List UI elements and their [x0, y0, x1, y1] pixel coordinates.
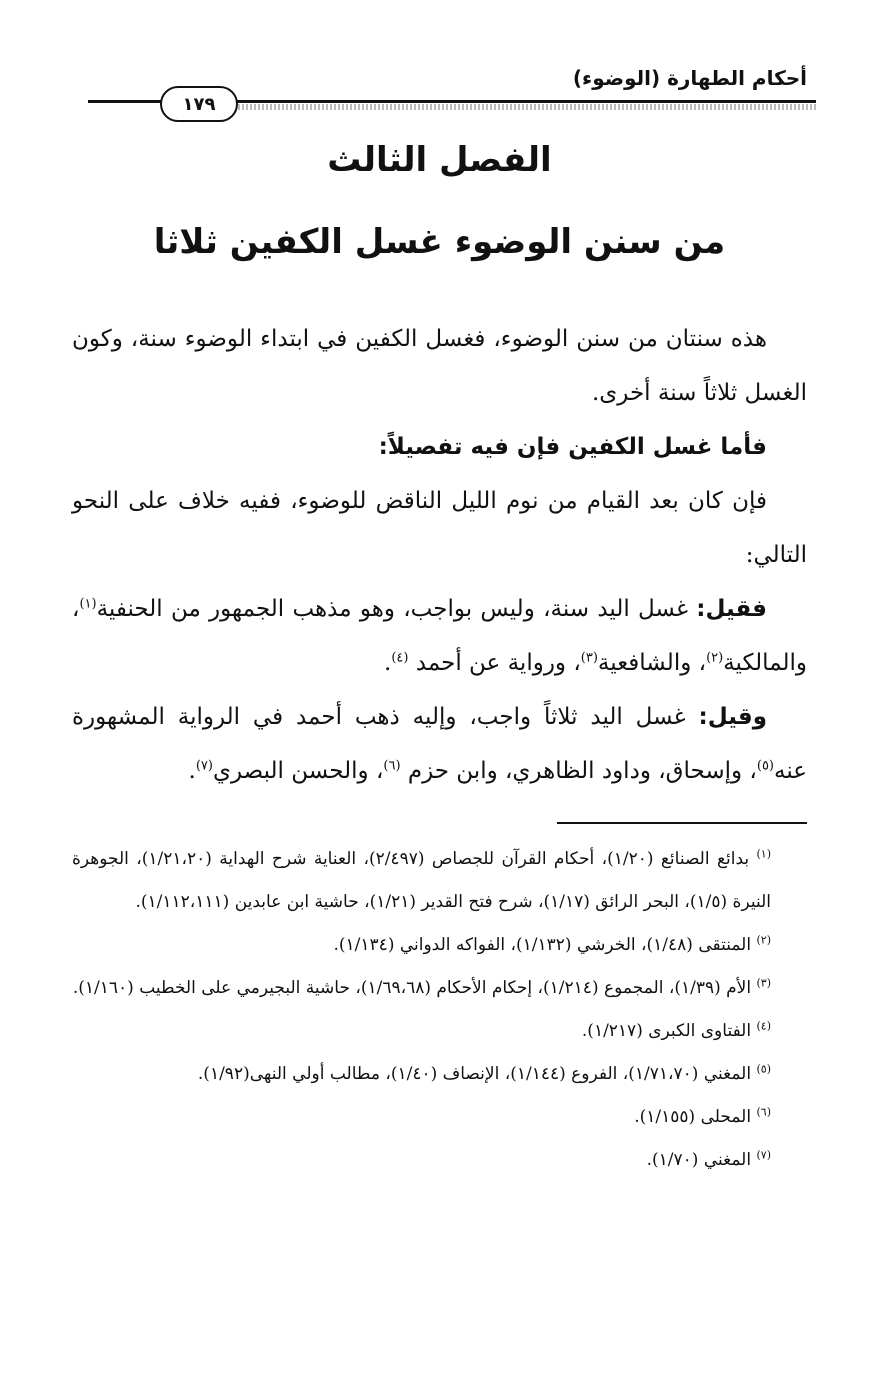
footnote — [72, 967, 807, 1010]
paragraph-condition: فإن كان بعد القيام من نوم الليل الناقض للوضوء، ففيه خلاف على النحو التالي: — [72, 488, 807, 568]
footnote — [72, 1096, 807, 1139]
footnote-text: المنتقى (١/٤٨)، الخرشي (١/١٣٢)، الفواكه الدواني (١/١٣٤). — [333, 935, 752, 955]
text-span: ، والشافعية — [597, 650, 707, 676]
paragraph-first-opinion — [72, 582, 807, 690]
paragraph-intro: هذه سنتان من سنن الوضوء، فغسل الكفين في ابتداء الوضوء سنة، وكون الغسل ثلاثاً سنة أخرى. — [72, 326, 807, 406]
footnote-number: (٤) — [756, 1019, 771, 1033]
footnote-text: الأم (١/٣٩)، المجموع (١/٢١٤)، إحكام الأحكام (١/٦٩،٦٨)، حاشية البجيرمي على الخطيب (١/١٦٠). — [72, 978, 752, 998]
text-span: غسل اليد سنة، وليس بواجب، وهو مذهب الجمهور من الحنفية — [96, 596, 697, 622]
lead-word: وقيل: — [698, 704, 767, 730]
subheading: فأما غسل الكفين فإن فيه تفصيلاً: — [378, 434, 767, 460]
footnote-text: المغني (١/٧٠). — [646, 1150, 752, 1170]
footnote-separator — [557, 822, 807, 824]
footnote-text: المحلى (١/١٥٥). — [634, 1107, 752, 1127]
footnote-text: بدائع الصنائع (١/٢٠)، أحكام القرآن للجصاص (٢/٤٩٧)، العناية شرح الهداية (١/٢١،٢٠)، الجوهرة النيرة (١/٥)، البحر الرائق (١/١٧)، شرح فتح القدير (١/٢١)، حاشية ابن عابدين (١/١١٢،١١١). — [72, 849, 771, 912]
footnote-ref[interactable]: (٧) — [195, 758, 213, 774]
footnote — [72, 1010, 807, 1053]
text-span: . — [188, 758, 196, 784]
footnote-text: الفتاوى الكبرى (١/٢١٧). — [581, 1021, 752, 1041]
section-title: من سنن الوضوء غسل الكفين ثلاثا — [153, 222, 726, 262]
text-span: ، وإسحاق، وداود الظاهري، وابن حزم — [400, 758, 757, 784]
text-span: ، والحسن البصري — [212, 758, 384, 784]
footnote-ref[interactable]: (٣) — [580, 650, 598, 666]
page-number: ١٧٩ — [182, 93, 216, 115]
footnote-number: (٥) — [756, 1062, 771, 1076]
body-text — [72, 312, 807, 798]
footnotes — [72, 838, 807, 1182]
footnote-ref[interactable]: (٤) — [391, 650, 409, 666]
page-number-badge — [160, 86, 238, 122]
footnote-ref[interactable]: (٢) — [706, 650, 724, 666]
header-rule-shading — [230, 104, 816, 110]
footnote — [72, 838, 807, 924]
text-span: غسل اليد ثلاثاً واجب، وإليه ذهب أحمد في الرواية المشهورة عنه — [72, 704, 807, 784]
text-span: . — [384, 650, 392, 676]
footnote-ref[interactable]: (٦) — [383, 758, 401, 774]
footnote — [72, 1139, 807, 1182]
chapter-title: الفصل الثالث — [327, 140, 552, 180]
footnote-ref[interactable]: (١) — [79, 596, 97, 612]
footnote-number: (٢) — [756, 933, 771, 947]
lead-word: فقيل: — [696, 596, 767, 622]
footnote-ref[interactable]: (٥) — [756, 758, 774, 774]
footnote-number: (١) — [756, 847, 772, 861]
text-span: ، والمالكية — [72, 596, 807, 676]
footnote-number: (٦) — [756, 1105, 771, 1119]
footnote — [72, 924, 807, 967]
paragraph-second-opinion — [72, 690, 807, 798]
footnote-text: المغني (١/٧١،٧٠)، الفروع (١/١٤٤)، الإنصاف (١/٤٠)، مطالب أولي النهى(١/٩٢). — [197, 1064, 752, 1084]
footnote-number: (٣) — [756, 976, 771, 990]
text-span: ، ورواية عن أحمد — [408, 650, 581, 676]
footnote-number: (٧) — [756, 1148, 771, 1162]
running-header-title: أحكام الطهارة (الوضوء) — [572, 66, 807, 90]
footnote — [72, 1053, 807, 1096]
